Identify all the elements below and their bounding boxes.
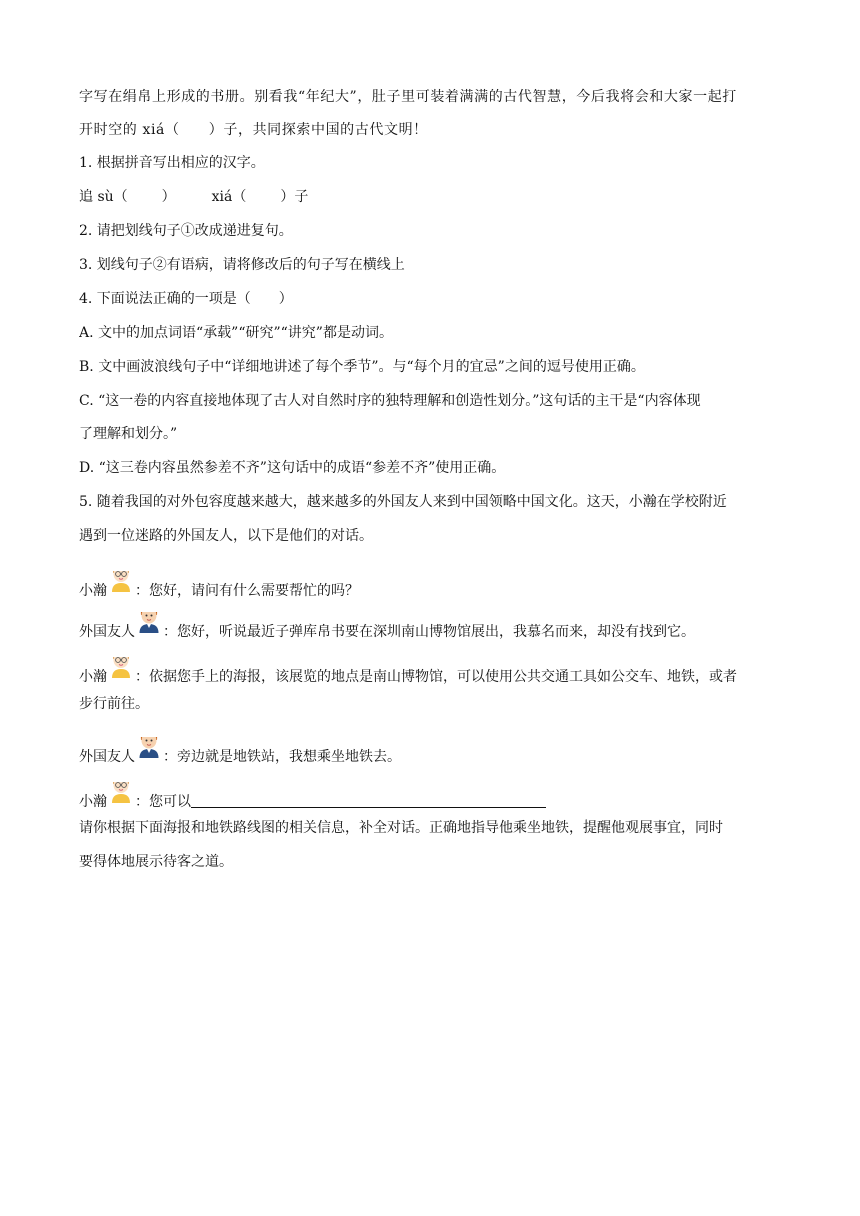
question-1-blanks: [79, 186, 782, 208]
answer-line[interactable]: [191, 793, 546, 808]
passage-line-1: 字写在绢帛上形成的书册。别看我“年纪大”，肚子里可装着满满的古代智慧，今后我将会和大家一起打: [79, 89, 737, 105]
dialogue-text: ：依据您手上的海报，该展览的地点是南山博物馆，可以使用公共交通工具如公交车、地铁，或者: [135, 669, 737, 685]
dialogue-line-2: [79, 612, 782, 642]
blank-b-suffix: ）子: [280, 189, 309, 205]
option-b[interactable]: B. 文中画波浪线句子中“详细地讲述了每个季节”。与“每个月的宜忌”之间的逗号使用正确。: [79, 359, 645, 375]
boy-glasses-avatar-icon: [108, 782, 134, 812]
boy-glasses-avatar-icon: [108, 657, 134, 687]
foreign-friend-avatar-icon: [136, 612, 162, 642]
dialogue-line-1: [79, 571, 782, 601]
option-a[interactable]: A. 文中的加点词语“承载”“研究”“讲究”都是动词。: [79, 325, 393, 341]
speaker-name: 小瀚: [79, 669, 107, 685]
speaker-name: 外国友人: [79, 624, 135, 640]
boy-glasses-avatar-icon: [108, 571, 134, 601]
instruction-line-2: 要得体地展示待客之道。: [79, 854, 233, 870]
dialogue-line-3-cont: 步行前往。: [79, 696, 149, 712]
question-4-stem: 4. 下面说法正确的一项是（ ）: [79, 291, 293, 307]
dialogue-text: ：旁边就是地铁站，我想乘坐地铁去。: [163, 749, 401, 765]
question-1-stem: 1. 根据拼音写出相应的汉字。: [79, 155, 265, 171]
passage-line-2: 开时空的 xiá（ ）子，共同探索中国的古代文明！: [79, 122, 428, 138]
dialogue-line-5: [79, 782, 782, 812]
blank-a-suffix: ）: [161, 189, 176, 205]
instruction-line-1: 请你根据下面海报和地铁路线图的相关信息，补全对话。正确地指导他乘坐地铁，提醒他观展事宜，同时: [79, 820, 723, 836]
option-c-line-2[interactable]: 了理解和划分。”: [79, 426, 178, 442]
question-5-stem-line-2: 遇到一位迷路的外国友人，以下是他们的对话。: [79, 528, 373, 544]
dialogue-line-4: [79, 737, 782, 767]
dialogue-text: ：您可以: [135, 794, 191, 810]
question-3: 3. 划线句子②有语病，请将修改后的句子写在横线上: [79, 257, 405, 273]
dialogue-line-3: [79, 657, 782, 687]
dialogue-text: ：您好，听说最近子弹库帛书要在深圳南山博物馆展出，我慕名而来，却没有找到它。: [163, 624, 695, 640]
speaker-name: 外国友人: [79, 749, 135, 765]
question-2: 2. 请把划线句子①改成递进复句。: [79, 223, 293, 239]
option-d[interactable]: D. “这三卷内容虽然参差不齐”这句话中的成语“参差不齐”使用正确。: [79, 460, 506, 476]
option-c-line-1[interactable]: C. “这一卷的内容直接地体现了古人对自然时序的独特理解和创造性划分。”这句话的主干是“内容体现: [79, 393, 701, 409]
foreign-friend-avatar-icon: [136, 737, 162, 767]
question-5-stem-line-1: 5. 随着我国的对外包容度越来越大，越来越多的外国友人来到中国领略中国文化。这天，小瀚在学校附近: [79, 494, 727, 510]
speaker-name: 小瀚: [79, 583, 107, 599]
dialogue-text: ：您好，请问有什么需要帮忙的吗？: [135, 583, 359, 599]
speaker-name: 小瀚: [79, 794, 107, 810]
blank-b-prefix: xiá（: [211, 189, 247, 205]
blank-a-prefix: 追 sù（: [79, 189, 128, 205]
